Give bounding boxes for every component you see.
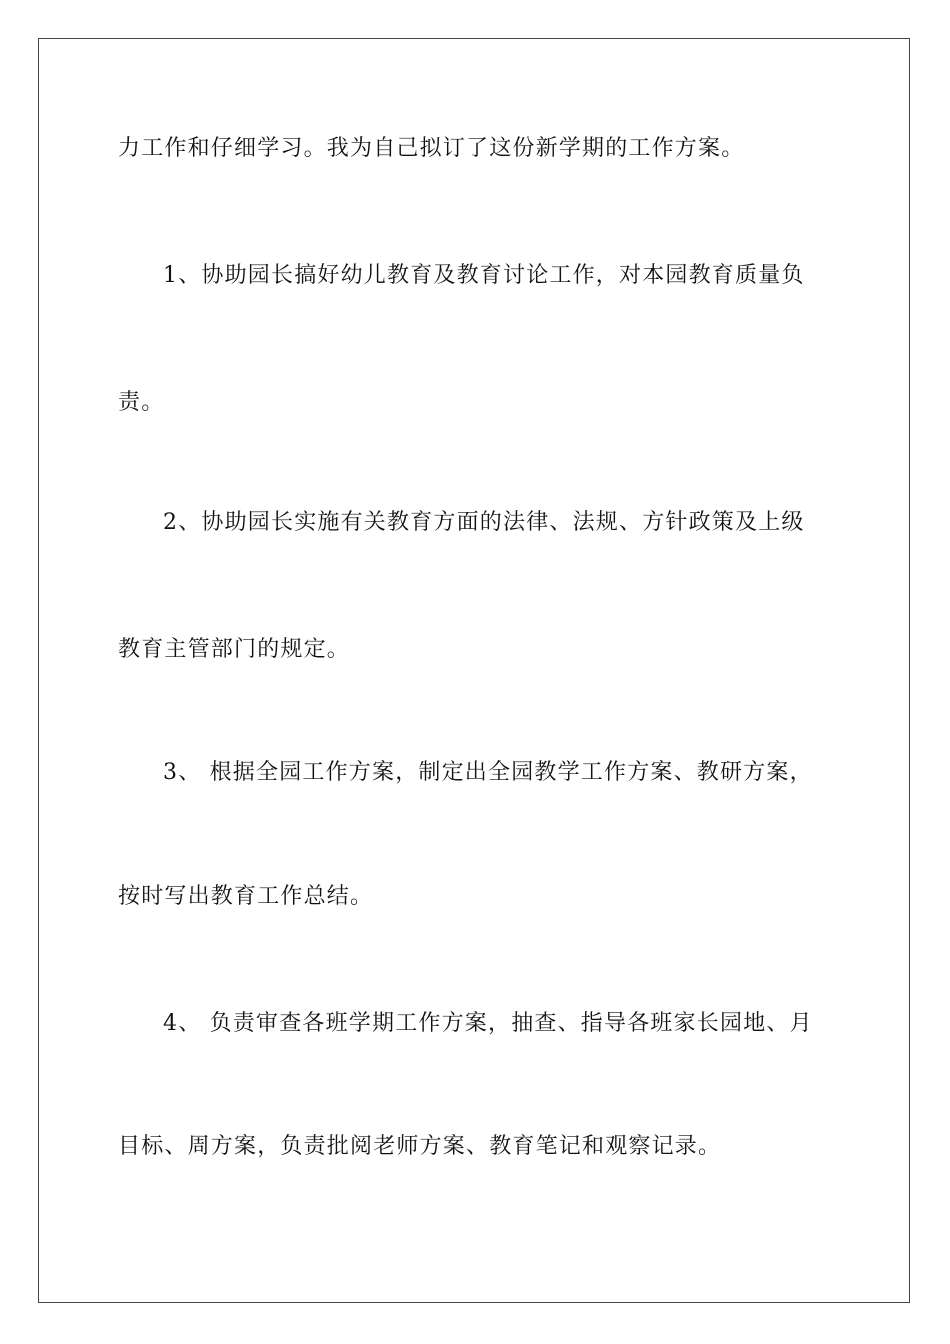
item-3-line-1: 3、 根据全园工作方案，制定出全园教学工作方案、教研方案，: [163, 760, 813, 785]
text-line-1: 力工作和仔细学习。我为自己拟订了这份新学期的工作方案。: [118, 136, 745, 161]
item-2-line-1: 2、协助园长实施有关教育方面的法律、法规、方针政策及上级: [163, 510, 805, 535]
item-4-line-2: 目标、周方案，负责批阅老师方案、教育笔记和观察记录。: [118, 1134, 722, 1159]
item-2-line-2: 教育主管部门的规定。: [118, 637, 351, 662]
page-border: [38, 38, 910, 1303]
item-1-line-2: 责。: [118, 390, 165, 415]
item-4-line-1: 4、 负责审查各班学期工作方案，抽查、指导各班家长园地、月: [163, 1011, 813, 1036]
item-3-line-2: 按时写出教育工作总结。: [118, 884, 374, 909]
item-1-line-1: 1、协助园长搞好幼儿教育及教育讨论工作，对本园教育质量负: [163, 263, 805, 288]
